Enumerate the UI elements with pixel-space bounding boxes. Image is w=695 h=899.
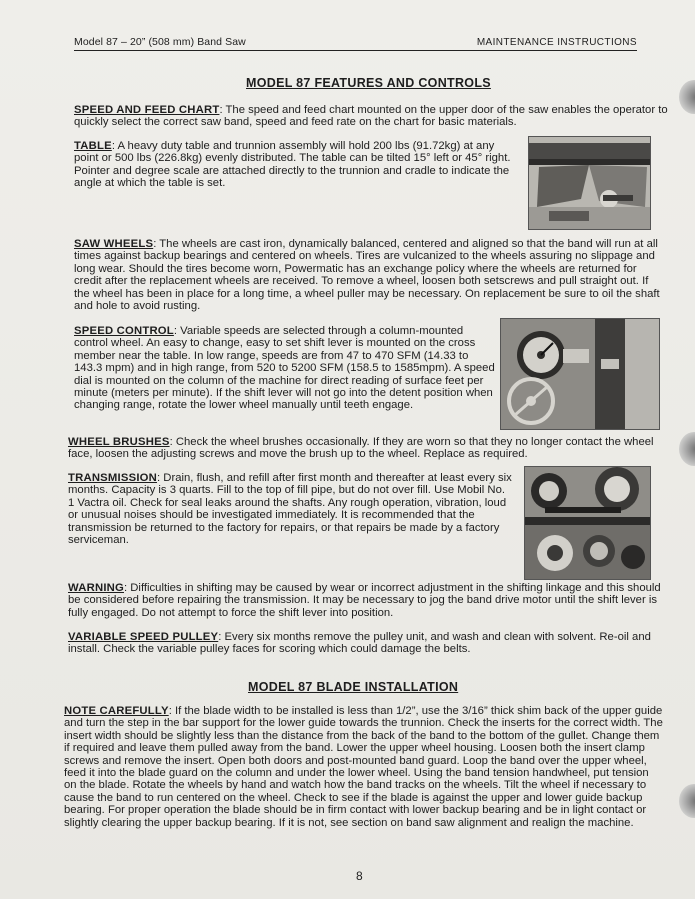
- text-note-carefully: : If the blade width to be installed is less than 1/2”, use the 3/16” thick shim back of the upper guide and turn the step in the bar support for the lower guide towards the trunnion. Check the inserts for the correct width. The insert width should be slightly less than the distance from the back of the band to the bottom of the gullet. Change them if required and leave them pulled away from the band. Lower the upper wheel housing. Loosen both the insert clamp screws and remove the insert. Open both doors and post-mounted band guard. Loop the band over the upper wheel, feed it into the blade guard on the column and under the lower wheel. Using the band tension handwheel, put tension on the blade. Rotate the wheels by hand and watch how the band tracks on the wheels. Tilt the wheel if necessary to cause the band to run centered on the wheel. Check to see if the blade is against the upper and lower guide backup bearing. For proper operation the blade should be in firm contact with lower backup bearing and be in light contact or slightly clearing the upper backup bearing. If it is not, see section on band saw alignment and realign the machine.: [64, 705, 663, 829]
- text-warning: : Difficulties in shifting may be caused by wear or incorrect adjustment in the shifting linkage and this should be considered before repairing the transmission. It may be necessary to jog the band drive motor until the shift lever is fully engaged. Do not attempt to force the shift lever into position.: [68, 582, 661, 619]
- paragraph-warning: [68, 582, 666, 619]
- paragraph-speed-control: [74, 325, 496, 412]
- heading-saw-wheels: SAW WHEELS: [74, 238, 154, 250]
- binder-hole-icon: [679, 432, 695, 466]
- heading-transmission: TRANSMISSION: [68, 472, 158, 484]
- header-section: MAINTENANCE INSTRUCTIONS: [476, 37, 637, 48]
- paragraph-variable-pulley: [68, 631, 666, 656]
- text-speed-control: : Variable speeds are selected through a column-mounted control wheel. An easy to change, easy to set shift lever is mounted on the cross member near the table. In low range, speeds are from 47 to 470 SFM (14.33 to 143.3 mpm) and in high range, from 520 to 5200 SFM (158.5 to 1585mpm). A speed dial is mounted on the column of the machine for direct reading of surface feet per minute (meters per minute). If the shift lever will not go into the detent position when changing range, rotate the lower wheel manually until teeth engage.: [74, 325, 495, 412]
- heading-variable-pulley: VARIABLE SPEED PULLEY: [68, 631, 219, 643]
- paragraph-transmission: [68, 472, 512, 546]
- heading-wheel-brushes: WHEEL BRUSHES: [68, 436, 170, 448]
- page-number: 8: [356, 869, 363, 883]
- heading-note-carefully: NOTE CAREFULLY: [64, 705, 169, 717]
- text-speed-feed: : The speed and feed chart mounted on the upper door of the saw enables the operator to quickly select the correct saw band, speed and feed rate on the chart for basic materials.: [74, 104, 668, 129]
- table-trunnion-photo: [528, 136, 651, 230]
- heading-table: TABLE: [74, 140, 112, 152]
- binder-hole-icon: [679, 784, 695, 818]
- paragraph-speed-feed: [74, 104, 670, 129]
- running-header: [74, 35, 637, 51]
- binder-hole-icon: [679, 80, 695, 114]
- text-wheel-brushes: : Check the wheel brushes occasionally. If they are worn so that they no longer contact the wheel face, loosen the adjusting screws and move the brush up to the wheel. Replace as required.: [68, 436, 654, 461]
- text-variable-pulley: : Every six months remove the pulley unit, and wash and clean with solvent. Re-oil and install. Check the variable pulley faces for scoring which could damage the belts.: [68, 631, 651, 656]
- section-title-features: MODEL 87 FEATURES AND CONTROLS: [246, 76, 491, 90]
- paragraph-saw-wheels: [74, 238, 666, 312]
- heading-speed-control: SPEED CONTROL: [74, 325, 174, 337]
- text-transmission: : Drain, flush, and refill after first month and thereafter at least every six months. Capacity is 3 quarts. Fill to the top of fill pipe, but do not over fill. Use Mobil No. 1 Vactra oil. Check for seal leaks around the shafts. Any rough operation, vibration, loud or unusual noises should be investigated immediately. It is recommended that the transmission be returned to the factory for repairs, or that repairs be made by a factory serviceman.: [68, 472, 512, 547]
- paragraph-table: [74, 140, 514, 190]
- transmission-pulley-photo: [524, 466, 651, 580]
- paragraph-note-carefully: [64, 705, 664, 829]
- heading-speed-feed: SPEED AND FEED CHART: [74, 104, 220, 116]
- speed-dial-photo: [500, 318, 660, 430]
- text-saw-wheels: : The wheels are cast iron, dynamically balanced, centered and aligned so that the band will run at all times against backup bearings and centered on wheels. Tires are vulcanized to the wheels assuring no slippage and long wear. Should the tires become worn, Powermatic has an exchange policy where the wheels are returned for credit after the replacement wheels are received. To remove a wheel, loosen both setscrews and pull straight out. If the wheel has been in place for a long time, a wheel puller may be necessary. On replacement be sure to oil the shaft and hole to avoid rusting.: [74, 238, 660, 313]
- paragraph-wheel-brushes: [68, 436, 666, 461]
- heading-warning: WARNING: [68, 582, 124, 594]
- section-title-blade-installation: MODEL 87 BLADE INSTALLATION: [248, 680, 459, 694]
- header-model: Model 87 – 20” (508 mm) Band Saw: [74, 36, 246, 48]
- text-table: : A heavy duty table and trunnion assembly will hold 200 lbs (91.72kg) at any point or 500 lbs (226.8kg) evenly distributed. The table can be tilted 15° left or 45° right. Pointer and degree scale are attached directly to the trunnion and cradle to indicate the angle at which the table is set.: [74, 140, 511, 190]
